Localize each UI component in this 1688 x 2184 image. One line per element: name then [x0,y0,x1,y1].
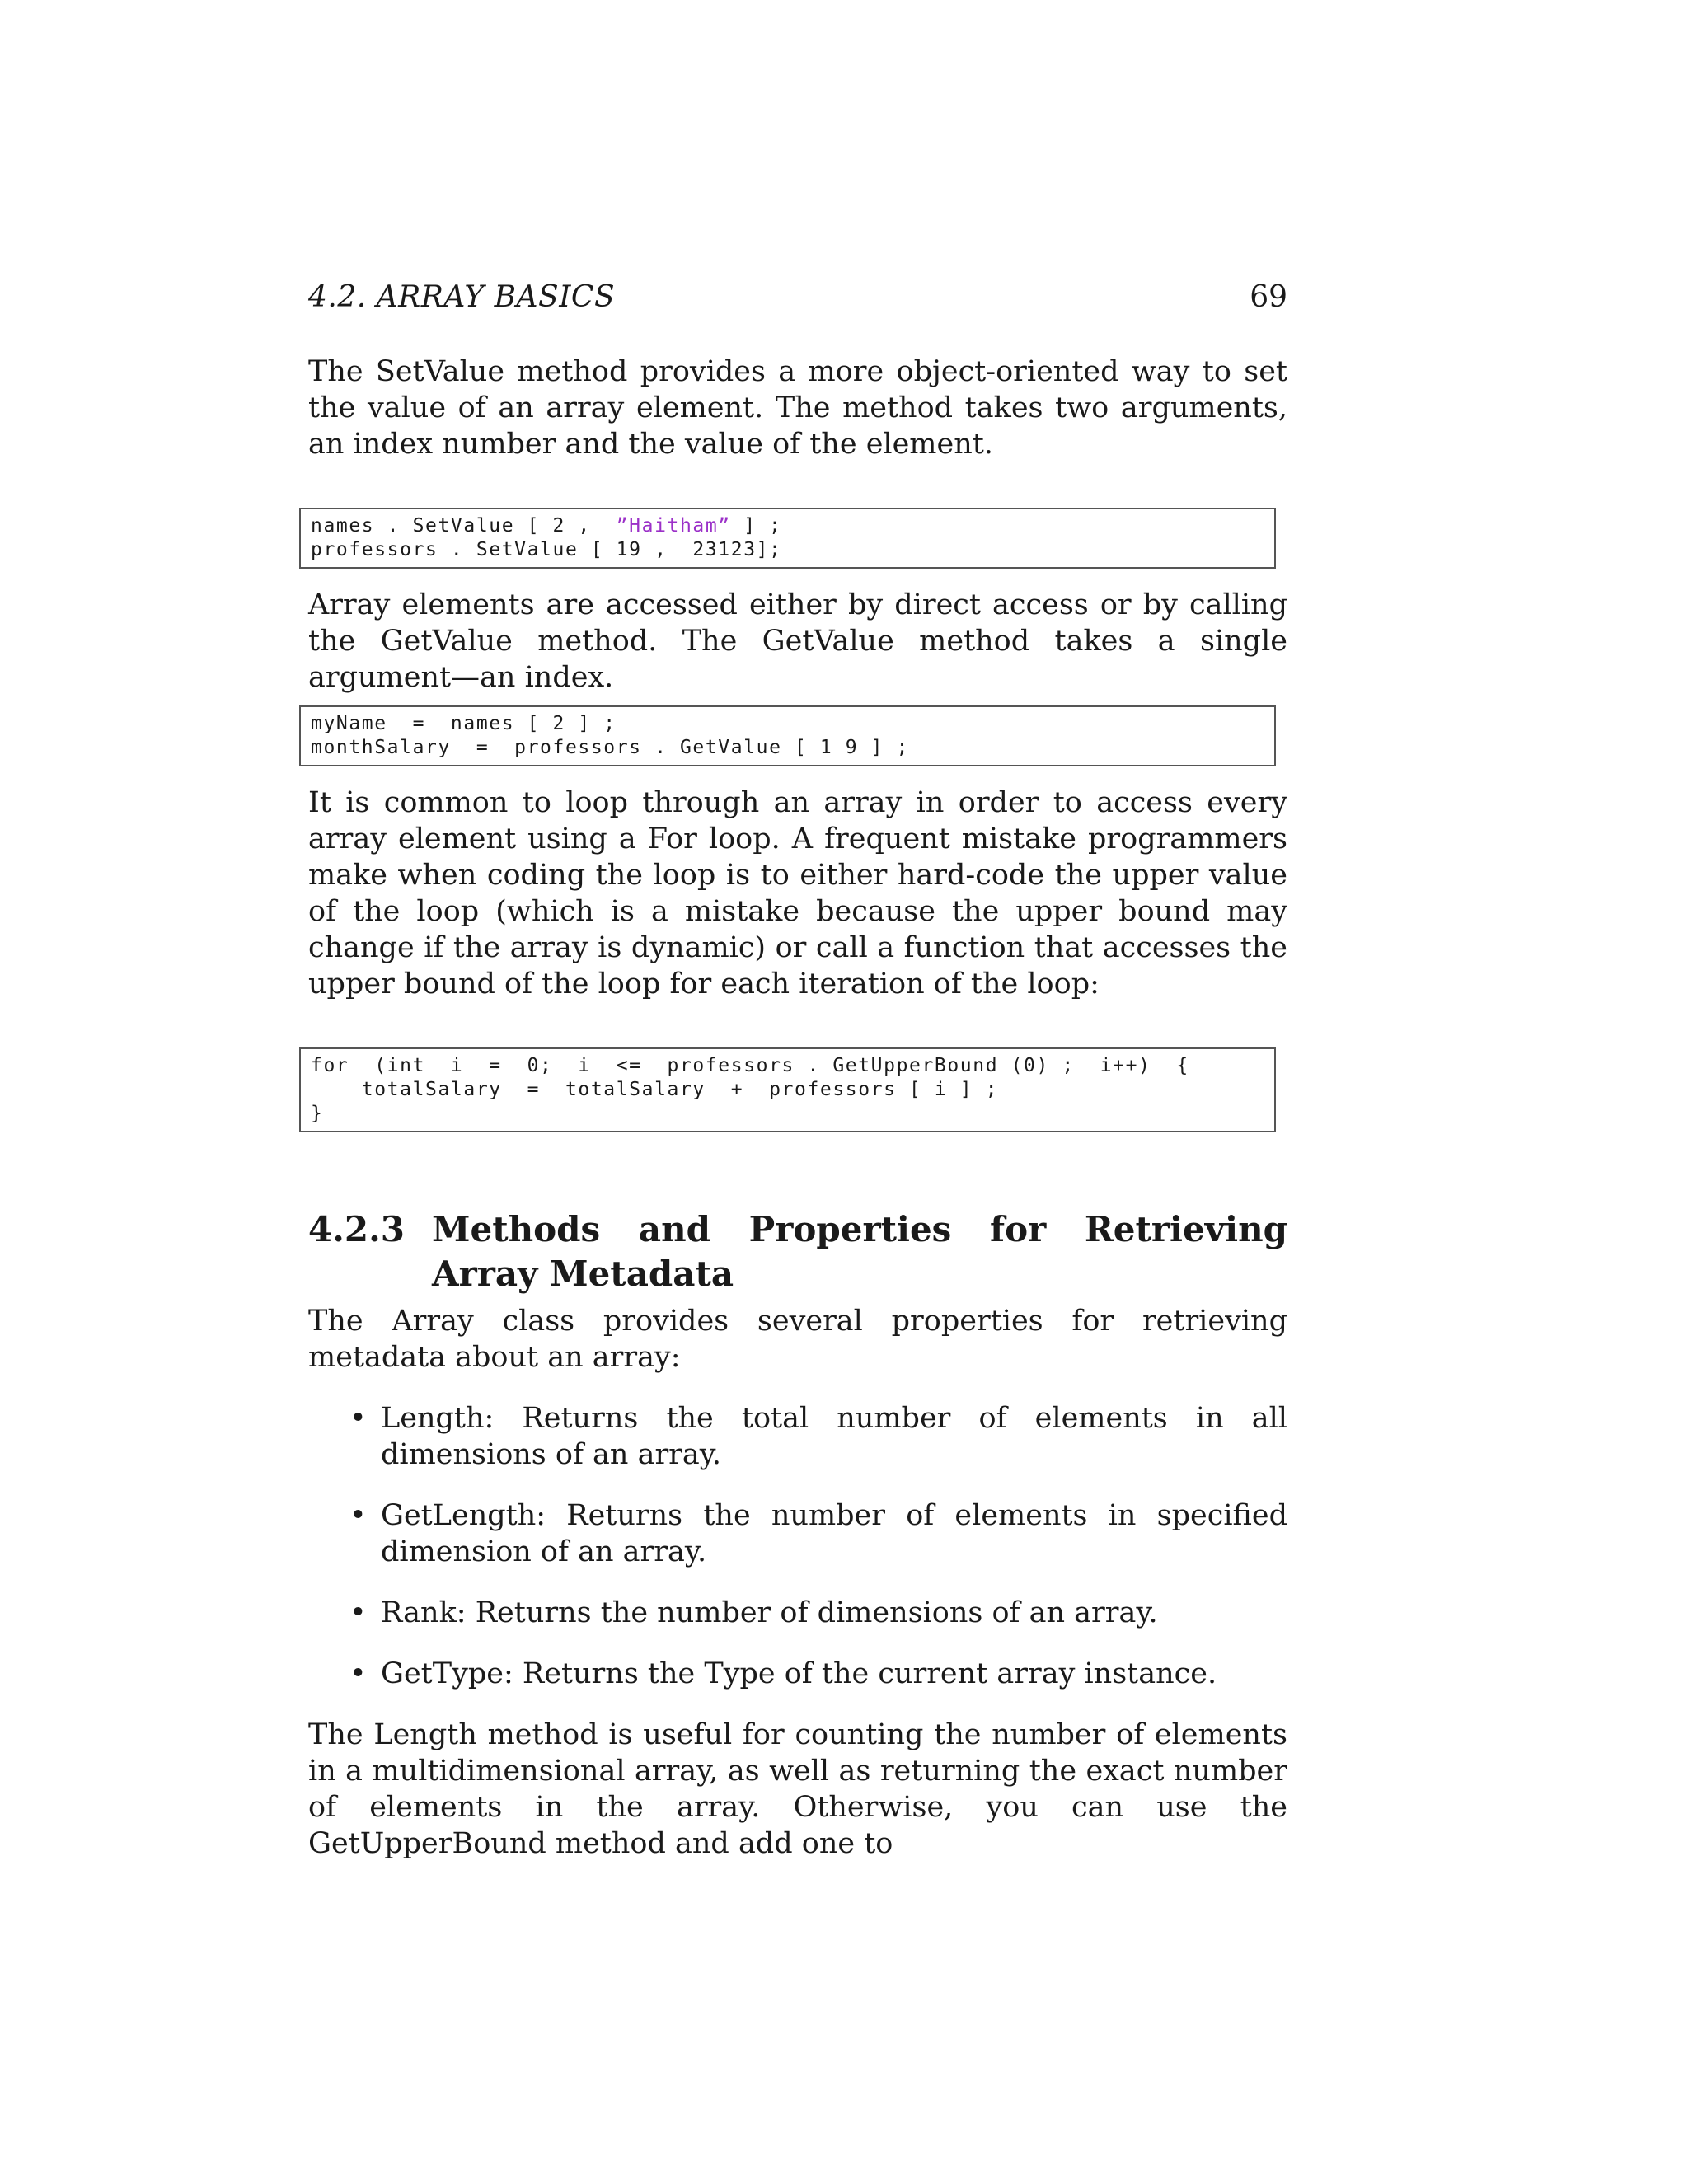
bullet-icon: • [349,1657,367,1690]
list-item: • GetType: Returns the Type of the current array instance. [349,1657,1217,1690]
paragraph-metadata-intro: The Array class provides several properties for retrieving metadata about an array: [308,1305,1287,1374]
code-block-setvalue [299,508,1276,569]
code-block-getvalue [299,705,1276,766]
section-title: Methods and Properties for Retrieving Array Metadata [432,1209,1287,1294]
bullet-icon: • [349,1499,367,1532]
list-item: • GetLength: Returns the number of elements in specified dimension of an array. [349,1499,1287,1568]
paragraph-length-method: The Length method is useful for counting the number of elements in a multidimensional array, as well as returning the exact number of elements in the array. Otherwise, you can use the GetUpperBound method and add one to [308,1718,1287,1860]
running-head-title: 4.2. ARRAY BASICS [308,280,616,314]
code-block-for-loop [299,1047,1276,1132]
bullet-icon: • [349,1402,367,1435]
list-item: • Rank: Returns the number of dimensions of an array. [349,1596,1158,1629]
code-line: names . SetValue [ 2 , ”Haitham” ] ; [311,515,782,537]
code-line: } [311,1103,324,1124]
code-string-literal: ”Haitham” [616,515,731,537]
page-number: 69 [1250,280,1287,314]
code-line: monthSalary = professors . GetValue [ 1 9 ] ; [311,737,910,758]
paragraph-loop-intro: It is common to loop through an array in order to access every array element using a For loop. A frequent mistake programmers make when coding the loop is to either hard-code the upper value of the loop (which is a mistake because the upper bound may change if the array is dynamic) or call a function that accesses the upper bound of the loop for each iteration of the loop: [308,786,1287,1001]
bullet-icon: • [349,1596,367,1629]
code-line: myName = names [ 2 ] ; [311,713,617,734]
running-head [308,277,1287,318]
code-line: totalSalary = totalSalary + professors [ i ] ; [311,1079,999,1100]
paragraph-getvalue-intro: Array elements are accessed either by direct access or by calling the GetValue method. The GetValue method takes a single argument—an index. [308,588,1287,694]
list-item: • Length: Returns the total number of elements in all dimensions of an array. [349,1402,1287,1471]
code-line: professors . SetValue [ 19 , 23123]; [311,539,782,560]
code-line: for (int i = 0; i <= professors . GetUpperBound (0) ; i++) { [311,1055,1189,1076]
section-number: 4.2.3 [308,1209,405,1249]
paragraph-setvalue-intro: The SetValue method provides a more object-oriented way to set the value of an array element. The method takes two arguments, an index number and the value of the element. [308,355,1287,461]
